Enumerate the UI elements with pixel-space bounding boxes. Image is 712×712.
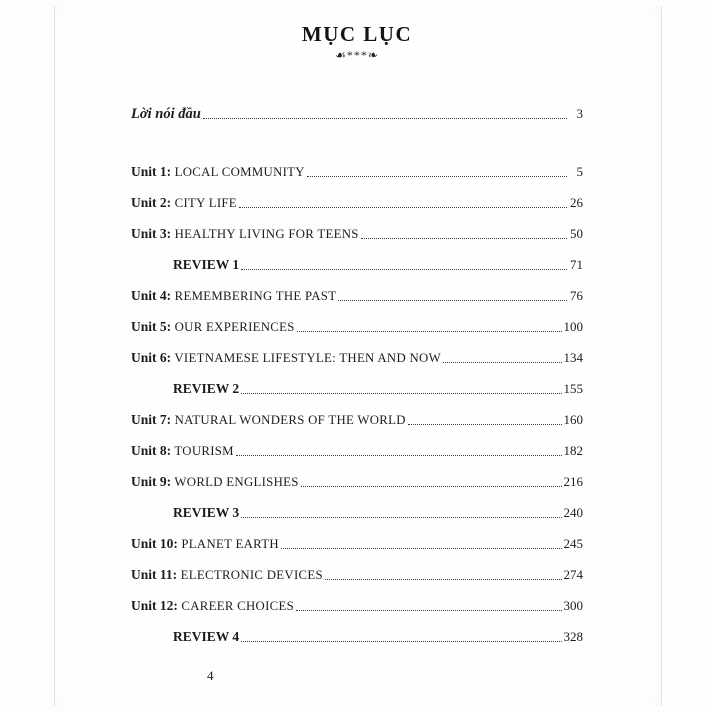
entry-prefix: Unit 10: bbox=[131, 536, 178, 551]
entry-label bbox=[131, 194, 237, 212]
dot-leader bbox=[325, 579, 562, 580]
entry-page-number: 274 bbox=[563, 567, 583, 582]
dot-leader bbox=[241, 393, 561, 394]
entry-title: LOCAL COMMUNITY bbox=[171, 165, 305, 179]
entry-prefix: Unit 9: bbox=[131, 474, 172, 489]
entry-prefix: Lời nói đầu bbox=[131, 106, 201, 122]
dot-leader bbox=[338, 300, 567, 301]
toc-entry bbox=[131, 105, 583, 123]
toc-entry bbox=[131, 473, 583, 491]
entry-page-number: 76 bbox=[570, 288, 583, 303]
entry-prefix: Unit 3: bbox=[131, 226, 172, 241]
toc-entry bbox=[131, 504, 583, 522]
entry-page-number: 26 bbox=[570, 195, 583, 210]
toc-entry bbox=[131, 225, 583, 243]
entry-title: REMEMBERING THE PAST bbox=[171, 289, 337, 303]
toc-entry bbox=[131, 628, 583, 646]
entry-page-number: 155 bbox=[563, 381, 583, 396]
page-title: MỤC LỤC bbox=[301, 22, 413, 46]
title-ornament: ☙***❧ bbox=[335, 48, 379, 62]
dot-leader bbox=[241, 517, 561, 518]
entry-page-number: 134 bbox=[563, 350, 583, 365]
toc-entry bbox=[131, 566, 583, 584]
entry-label bbox=[131, 163, 305, 181]
entry-label bbox=[131, 411, 406, 429]
entry-prefix: Unit 4: bbox=[131, 288, 172, 303]
toc-list bbox=[131, 105, 583, 646]
entry-page-number: 182 bbox=[563, 443, 583, 458]
toc-entry bbox=[131, 287, 583, 305]
entry-label bbox=[173, 380, 239, 398]
dot-leader bbox=[307, 176, 567, 177]
entry-prefix: Unit 5: bbox=[131, 319, 172, 334]
entry-prefix: REVIEW 2 bbox=[173, 381, 240, 396]
entry-prefix: Unit 2: bbox=[131, 195, 172, 210]
entry-title: CAREER CHOICES bbox=[177, 599, 295, 613]
entry-label bbox=[131, 473, 299, 491]
toc-entry bbox=[131, 256, 583, 274]
entry-label bbox=[173, 628, 239, 646]
entry-page-number: 240 bbox=[563, 505, 583, 520]
entry-prefix: REVIEW 3 bbox=[173, 505, 240, 520]
entry-label bbox=[173, 504, 239, 522]
entry-label bbox=[131, 597, 294, 615]
page-number: 4 bbox=[207, 668, 214, 683]
entry-label bbox=[131, 349, 441, 367]
entry-label bbox=[173, 256, 239, 274]
page-sheet bbox=[54, 6, 662, 706]
entry-label bbox=[131, 318, 295, 336]
entry-title: OUR EXPERIENCES bbox=[171, 320, 295, 334]
entry-page-number: 3 bbox=[576, 106, 583, 121]
entry-label bbox=[131, 225, 359, 243]
dot-leader bbox=[236, 455, 562, 456]
toc-entry bbox=[131, 163, 583, 181]
entry-label bbox=[131, 535, 279, 553]
entry-prefix: Unit 7: bbox=[131, 412, 172, 427]
dot-leader bbox=[408, 424, 562, 425]
toc-entry bbox=[131, 535, 583, 553]
entry-title: TOURISM bbox=[171, 444, 234, 458]
toc-entry bbox=[131, 380, 583, 398]
entry-title: CITY LIFE bbox=[171, 196, 237, 210]
entry-prefix: Unit 6: bbox=[131, 350, 172, 365]
dot-leader bbox=[297, 331, 562, 332]
toc-entry bbox=[131, 411, 583, 429]
toc-entry bbox=[131, 442, 583, 460]
entry-label bbox=[131, 566, 323, 584]
entry-page-number: 160 bbox=[563, 412, 583, 427]
entry-title: WORLD ENGLISHES bbox=[171, 475, 299, 489]
entry-title: ELECTRONIC DEVICES bbox=[177, 568, 323, 582]
entry-prefix: REVIEW 4 bbox=[173, 629, 240, 644]
entry-prefix: Unit 1: bbox=[131, 164, 172, 179]
dot-leader bbox=[203, 118, 567, 119]
toc-entry bbox=[131, 194, 583, 212]
dot-leader bbox=[301, 486, 562, 487]
toc-entry bbox=[131, 349, 583, 367]
entry-page-number: 5 bbox=[576, 164, 583, 179]
entry-page-number: 216 bbox=[563, 474, 583, 489]
page-content bbox=[131, 22, 583, 696]
dot-leader bbox=[281, 548, 562, 549]
entry-page-number: 50 bbox=[570, 226, 583, 241]
dot-leader bbox=[241, 269, 567, 270]
entry-page-number: 100 bbox=[563, 319, 583, 334]
entry-title: PLANET EARTH bbox=[177, 537, 279, 551]
dot-leader bbox=[443, 362, 562, 363]
toc-entry bbox=[131, 318, 583, 336]
dot-leader bbox=[241, 641, 561, 642]
entry-label bbox=[131, 287, 336, 305]
entry-title: VIETNAMESE LIFESTYLE: THEN AND NOW bbox=[171, 351, 441, 365]
dot-leader bbox=[239, 207, 567, 208]
entry-page-number: 328 bbox=[563, 629, 583, 644]
entry-label bbox=[131, 105, 201, 123]
toc-entry bbox=[131, 597, 583, 615]
entry-prefix: Unit 8: bbox=[131, 443, 172, 458]
entry-page-number: 245 bbox=[563, 536, 583, 551]
dot-leader bbox=[296, 610, 561, 611]
entry-label bbox=[131, 442, 234, 460]
entry-prefix: Unit 11: bbox=[131, 567, 178, 582]
entry-prefix: Unit 12: bbox=[131, 598, 178, 613]
dot-leader bbox=[361, 238, 567, 239]
entry-page-number: 300 bbox=[563, 598, 583, 613]
entry-page-number: 71 bbox=[570, 257, 583, 272]
entry-title: HEALTHY LIVING FOR TEENS bbox=[171, 227, 359, 241]
entry-prefix: REVIEW 1 bbox=[173, 257, 240, 272]
entry-title: NATURAL WONDERS OF THE WORLD bbox=[171, 413, 406, 427]
